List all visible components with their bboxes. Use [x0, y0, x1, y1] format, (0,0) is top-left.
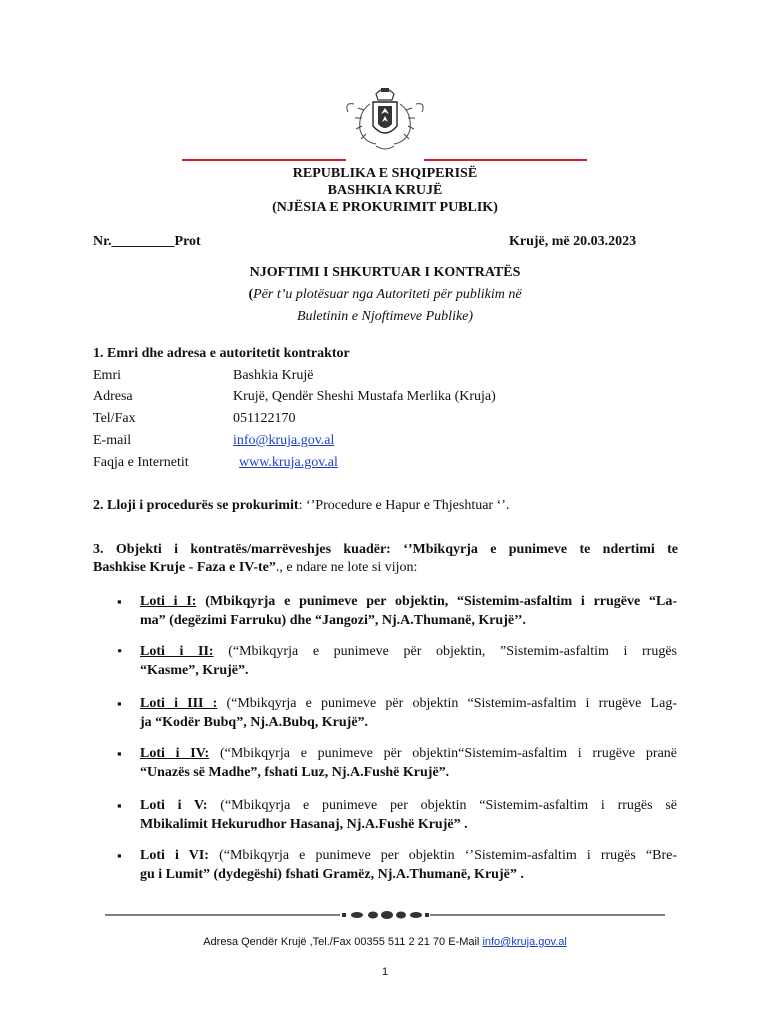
- info-label: E-mail: [93, 433, 132, 448]
- section-3-line-1: 3. Objekti i kontratës/marrëveshjes kuadër: ‘’Mbikqyrja e punimeve te ndertimi te: [93, 542, 678, 557]
- lot-label: Loti i I:: [140, 594, 197, 609]
- lot-line-2: Mbikalimit Hekurudhor Hasanaj, Nj.A.Fushë Krujë” .: [140, 817, 468, 832]
- section-3-line-2: ., e ndare ne lote si vijon:: [275, 560, 418, 575]
- info-row-website: [93, 455, 693, 475]
- page-title: NJOFTIMI I SHKURTUAR I KONTRATËS: [249, 265, 521, 280]
- list-item: [140, 642, 677, 680]
- info-label: Faqja e Internetit: [93, 455, 189, 470]
- document-date: Krujë, më 20.03.2023: [509, 234, 637, 249]
- subtitle-paren: (: [248, 287, 254, 302]
- header-rule-left: [182, 159, 346, 161]
- bullet-icon: ▪: [117, 798, 122, 813]
- list-item: [140, 744, 677, 782]
- list-item: [140, 592, 677, 630]
- bullet-icon: ▪: [117, 594, 122, 609]
- procedure-type: : ‘’Procedure e Hapur e Thjeshtuar ‘’.: [298, 498, 510, 513]
- lot-line-1: (Mbikqyrja e punimeve per objektin, “Sistemim-asfaltim i rrugëve “La-: [196, 594, 678, 609]
- info-row-email: [93, 433, 693, 453]
- protocol-number: Nr._________Prot: [93, 234, 201, 249]
- bullet-icon: ▪: [117, 746, 122, 761]
- section-3-object: Bashkise Kruje - Faza e IV-te”: [93, 560, 276, 575]
- footer-address: Adresa Qendër Krujë ,Tel./Fax 00355 511 2 21 70 E-Mail: [203, 936, 483, 948]
- bullet-icon: ▪: [117, 696, 122, 711]
- lot-line-2: ja “Kodër Bubq”, Nj.A.Bubq, Krujë”.: [140, 715, 369, 730]
- header-line-2: BASHKIA KRUJË: [327, 183, 443, 198]
- lot-label: Loti i VI:: [140, 848, 209, 863]
- email-link[interactable]: info@kruja.gov.al: [233, 433, 335, 448]
- lot-line-2: ma” (degëzimi Farruku) dhe “Jangozi”, Nj.A.Thumanë, Krujë’’.: [140, 613, 526, 628]
- info-label: Emri: [93, 368, 121, 383]
- website-link[interactable]: www.kruja.gov.al: [239, 455, 338, 470]
- section-2-heading: 2. Lloji i procedurës se prokurimit: [93, 498, 299, 513]
- header-rule-right: [424, 159, 587, 161]
- footer-divider: [105, 908, 665, 922]
- lot-line-1: (“Mbikqyrja e punimeve për objektin, ”Sistemim-asfaltim i rrugës: [213, 644, 677, 659]
- info-label: Adresa: [93, 389, 133, 404]
- lot-line-2: “Kasme”, Krujë”.: [140, 663, 249, 678]
- header-line-3: (NJËSIA E PROKURIMIT PUBLIK): [272, 200, 498, 215]
- list-item: [140, 846, 677, 884]
- lot-label: Loti i IV:: [140, 746, 210, 761]
- bullet-icon: ▪: [117, 848, 122, 863]
- header-line-1: REPUBLIKA E SHQIPERISË: [292, 166, 478, 181]
- lot-line-2: “Unazës së Madhe”, fshati Luz, Nj.A.Fushë Krujë”.: [140, 765, 450, 780]
- info-label: Tel/Fax: [93, 411, 136, 426]
- subtitle-line-2: Buletinin e Njoftimeve Publike): [296, 309, 474, 324]
- lot-line-1: (“Mbikqyrja e punimeve për objektin “Sistemim-asfaltim i rrugëve Lag-: [217, 696, 677, 711]
- info-row-telfax: [93, 411, 693, 431]
- info-value: 051122170: [233, 411, 296, 426]
- lot-line-1: (“Mbikqyrja e punimeve per objektin “Sistemim-asfaltim i rrugës së: [207, 798, 677, 813]
- list-item: [140, 694, 677, 732]
- lot-label: Loti i II:: [140, 644, 214, 659]
- lot-label: Loti i III :: [140, 696, 218, 711]
- coat-of-arms-icon: [340, 82, 430, 160]
- page-number: 1: [381, 966, 389, 978]
- info-value: Krujë, Qendër Sheshi Mustafa Merlika (Kruja): [233, 389, 496, 404]
- list-item: [140, 796, 677, 834]
- lot-line-1: (“Mbikqyrja e punimeve për objektin“Sistemim-asfaltim i rrugëve pranë: [209, 746, 677, 761]
- lot-line-1: (“Mbikqyrja e punimeve per objektin ‘’Sistemim-asfaltim i rrugës “Bre-: [208, 848, 678, 863]
- lot-line-2: gu i Lumit” (dydegëshi) fshati Gramëz, Nj.A.Thumanë, Krujë” .: [140, 867, 524, 882]
- info-row-name: [93, 368, 693, 388]
- footer-email-link[interactable]: info@kruja.gov.al: [482, 936, 567, 948]
- info-value: Bashkia Krujë: [233, 368, 314, 383]
- section-1-heading: 1. Emri dhe adresa e autoritetit kontraktor: [93, 346, 350, 361]
- subtitle-line-1: Për t’u plotësuar nga Autoriteti për publikim në: [253, 287, 522, 302]
- bullet-icon: •: [117, 644, 123, 660]
- lot-label: Loti i V:: [140, 798, 208, 813]
- info-row-address: [93, 389, 693, 409]
